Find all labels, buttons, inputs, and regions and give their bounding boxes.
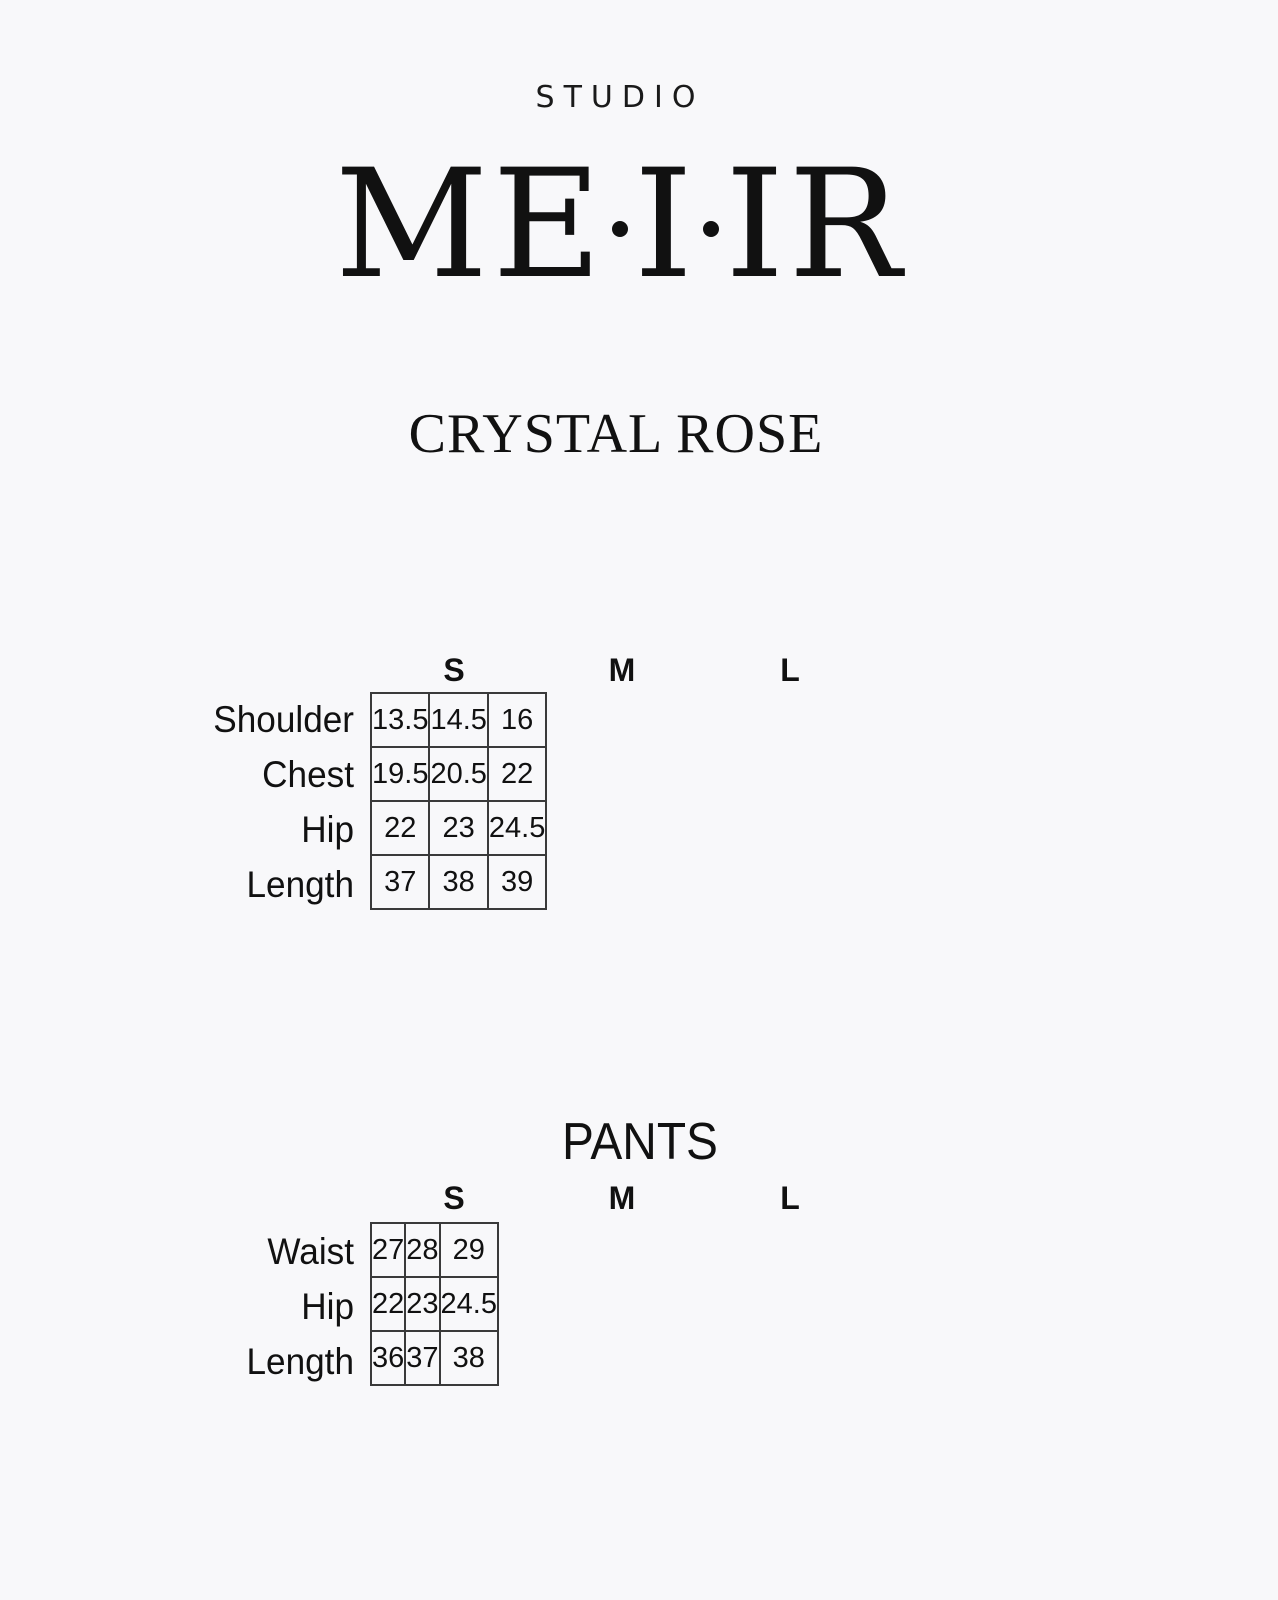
top-size-table [370, 692, 547, 910]
row-label-hip: Hip [301, 809, 354, 850]
table-cell: 22 [371, 801, 429, 855]
table-row [371, 1277, 498, 1331]
size-header-l: L [780, 1180, 800, 1216]
size-header-l: L [780, 652, 800, 688]
table-cell: 29 [440, 1223, 498, 1277]
table-cell: 22 [371, 1277, 405, 1331]
logo-letter-i: I [725, 138, 789, 312]
size-header-s: S [443, 652, 465, 688]
table-cell: 13.5 [371, 693, 429, 747]
table-row [371, 693, 546, 747]
table-cell: 23 [429, 801, 487, 855]
table-cell: 27 [371, 1223, 405, 1277]
table-cell: 37 [405, 1331, 439, 1385]
row-label-shoulder: Shoulder [213, 699, 354, 740]
logo-letter-i: I [633, 138, 698, 312]
table-cell: 19.5 [371, 747, 429, 801]
logo-letter-e: E [492, 138, 606, 312]
pants-size-table [370, 1222, 499, 1386]
table-row [371, 801, 546, 855]
table-row [371, 855, 546, 909]
row-labels [180, 692, 354, 912]
table-row [371, 747, 546, 801]
brand-logo [0, 138, 1240, 312]
table-cell: 24.5 [440, 1277, 498, 1331]
table-cell: 28 [405, 1223, 439, 1277]
row-label-length: Length [246, 864, 354, 905]
logo-letter-r: R [788, 138, 906, 312]
table-cell: 24.5 [488, 801, 546, 855]
pants-section-title: PANTS [562, 1113, 718, 1171]
logo-dot-icon [612, 221, 628, 237]
table-cell: 36 [371, 1331, 405, 1385]
table-cell: 16 [488, 693, 546, 747]
table-cell: 38 [429, 855, 487, 909]
table-row [371, 1331, 498, 1385]
size-header-m: M [608, 1180, 636, 1216]
row-label-waist: Waist [267, 1231, 354, 1272]
table-cell: 22 [488, 747, 546, 801]
row-label-chest: Chest [262, 754, 354, 795]
product-title: CRYSTAL ROSE [408, 403, 824, 465]
row-label-length: Length [246, 1341, 354, 1382]
table-cell: 20.5 [429, 747, 487, 801]
size-header-row [370, 1180, 874, 1217]
table-row [371, 1223, 498, 1277]
table-cell: 14.5 [429, 693, 487, 747]
logo-dot-icon [703, 221, 719, 237]
table-cell: 39 [488, 855, 546, 909]
size-header-row [370, 652, 874, 689]
size-header-s: S [443, 1180, 465, 1216]
row-labels [180, 1224, 354, 1389]
row-label-hip: Hip [301, 1286, 354, 1327]
studio-label: STUDIO [535, 80, 705, 115]
size-header-m: M [608, 652, 636, 688]
table-cell: 37 [371, 855, 429, 909]
logo-letter-m: M [334, 138, 493, 312]
table-cell: 23 [405, 1277, 439, 1331]
table-cell: 38 [440, 1331, 498, 1385]
